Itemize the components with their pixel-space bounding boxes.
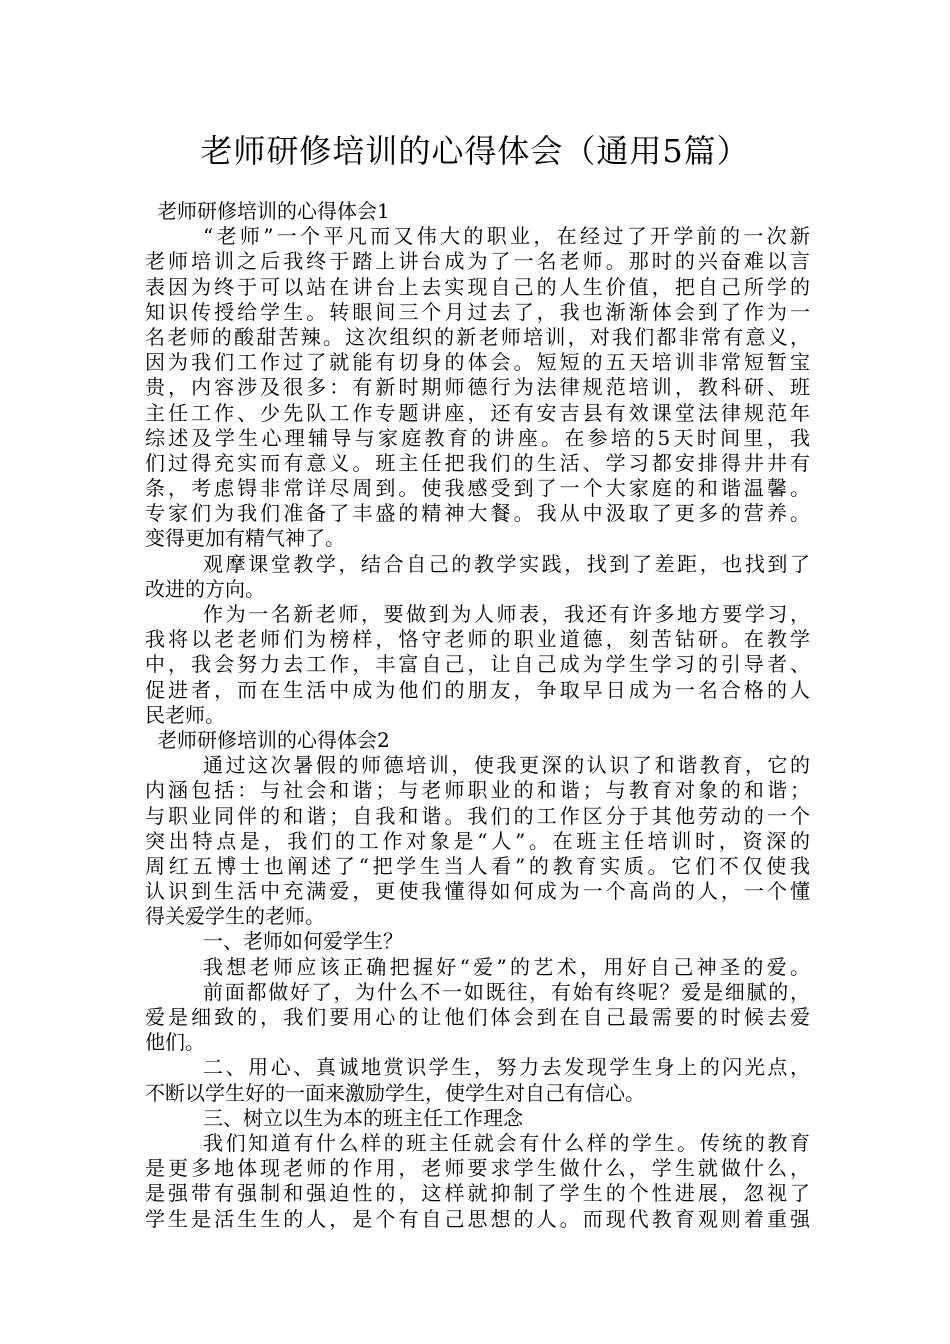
text-line: 周红五博士也阐述了“把学生当人看”的教育实质。它们不仅使我: [145, 853, 810, 878]
text-line: 我将以老老师们为榜样，恪守老师的职业道德，刻苦钻研。在教学: [145, 627, 810, 652]
text-line: 条，考虑锝非常详尽周到。使我感受到了一个大家庭的和谐温馨。: [145, 476, 810, 501]
text-line: 学生是活生生的人，是个有自己思想的人。而现代教育观则着重强: [145, 1206, 810, 1231]
text-line: 贵，内容涉及很多：有新时期师德行为法律规范培训，教科研、班: [145, 375, 810, 400]
text-line: 老师培训之后我终于踏上讲台成为了一名老师。那时的兴奋难以言: [145, 249, 810, 274]
text-line: 是更多地体现老师的作用，老师要求学生做什么，学生就做什么，: [145, 1156, 810, 1181]
text-line: 综述及学生心理辅导与家庭教育的讲座。在参培的5天时间里，我: [145, 425, 810, 450]
text-line: 突出特点是，我们的工作对象是“人”。在班主任培训时，资深的: [145, 828, 810, 853]
text-line: 作为一名新老师，要做到为人师表，我还有许多地方要学习，: [203, 602, 810, 626]
text-line: 认识到生活中充满爱，更使我懂得如何成为一个高尚的人，一个懂: [145, 879, 810, 904]
text-line: 观摩课堂教学，结合自己的教学实践，找到了差距，也找到了: [203, 551, 810, 576]
text-line: 二、用心、真诚地赏识学生，努力去发现学生身上的闪光点，: [203, 1055, 810, 1080]
text-line: 爱是细致的，我们要用心的让他们体会到在自己最需要的时候去爱: [145, 1005, 810, 1029]
section-heading: 老师研修培训的心得体会1: [157, 199, 390, 223]
text-line: 我们知道有什么样的班主任就会有什么样的学生。传统的教育: [203, 1130, 810, 1155]
document-title: 老师研修培训的心得体会（通用5篇）: [200, 132, 750, 170]
text-line: 名老师的酸甜苦辣。这次组织的新老师培训，对我们都非常有意义，: [145, 324, 810, 349]
text-line: 不断以学生好的一面来激励学生，使学生对自己有信心。: [145, 1080, 645, 1105]
document-body: [145, 199, 810, 1232]
text-line: 改进的方向。: [145, 576, 265, 601]
section-heading: 老师研修培训的心得体会2: [157, 727, 390, 752]
text-line: 是强带有强制和强迫性的，这样就抑制了学生的个性进展，忽视了: [145, 1181, 810, 1206]
text-line: 中，我会努力去工作，丰富自己，让自己成为学生学习的引导者、: [145, 652, 810, 677]
text-line: 他们。: [145, 1030, 205, 1055]
text-line: 通过这次暑假的师德培训，使我更深的认识了和谐教育，它的: [203, 753, 810, 778]
text-line: 民老师。: [145, 702, 225, 727]
text-line: 与职业同伴的和谐；自我和谐。我们的工作区分于其他劳动的一个: [145, 803, 810, 828]
text-line: 们过得充实而有意义。班主任把我们的生活、学习都安排得井井有: [145, 450, 810, 475]
text-line: 三、树立以生为本的班主任工作理念: [203, 1105, 523, 1130]
text-line: 促进者，而在生活中成为他们的朋友，争取早日成为一名合格的人: [145, 677, 810, 702]
text-line: “老师”一个平凡而又伟大的职业，在经过了开学前的一次新: [203, 224, 810, 249]
text-line: 表因为终于可以站在讲台上去实现自己的人生价值，把自己所学的: [145, 274, 810, 299]
text-line: 专家们为我们准备了丰盛的精神大餐。我从中汲取了更多的营养。: [145, 501, 810, 526]
text-line: 主任工作、少先队工作专题讲座，还有安吉县有效课堂法律规范年: [145, 400, 810, 425]
text-line: 得关爱学生的老师。: [145, 904, 325, 929]
text-line: 前面都做好了，为什么不一如既往，有始有终呢？爱是细腻的，: [203, 979, 810, 1004]
text-line: 变得更加有精气神了。: [145, 526, 345, 551]
text-line: 内涵包括：与社会和谐；与老师职业的和谐；与教育对象的和谐；: [145, 778, 810, 803]
text-line: 因为我们工作过了就能有切身的体会。短短的五天培训非常短暂宝: [145, 350, 810, 375]
text-line: 我想老师应该正确把握好“爱”的艺术，用好自己神圣的爱。: [203, 954, 810, 979]
text-line: 知识传授给学生。转眼间三个月过去了，我也渐渐体会到了作为一: [145, 299, 810, 324]
text-line: 一、老师如何爱学生？: [203, 929, 403, 954]
